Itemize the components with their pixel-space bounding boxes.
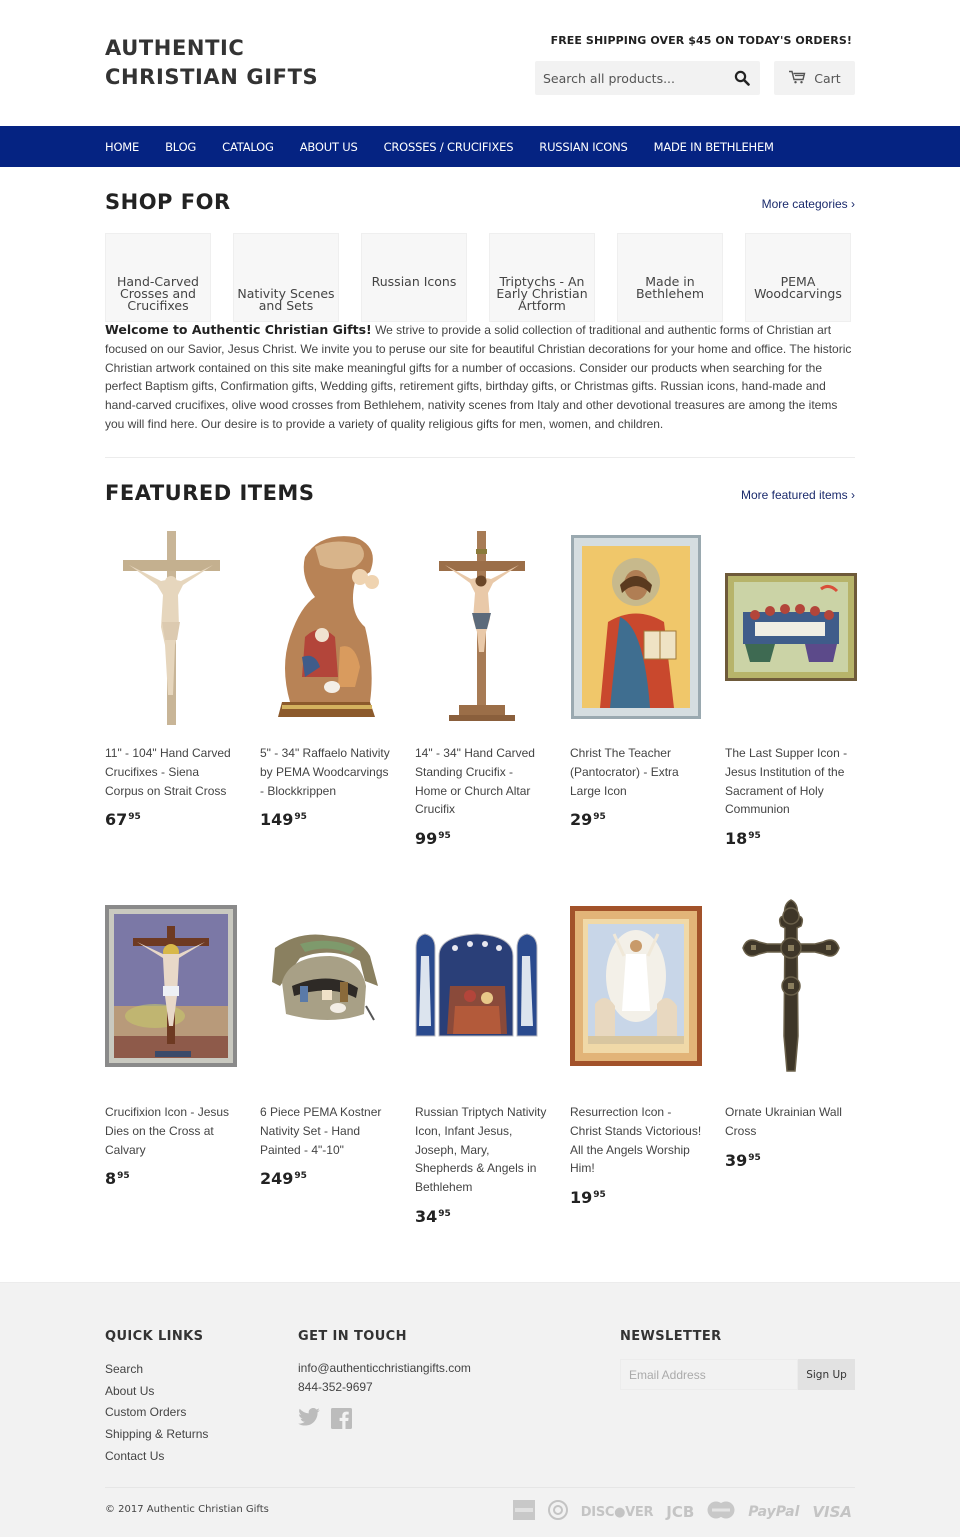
nav-russian-icons[interactable]: RUSSIAN ICONS xyxy=(539,139,628,154)
category-made-in-bethlehem[interactable] xyxy=(617,233,723,322)
product-price: $34^{95}$ xyxy=(415,1206,451,1226)
discover-icon: DISC●VER xyxy=(580,1504,654,1520)
welcome-text xyxy=(105,321,857,434)
main-nav xyxy=(0,126,960,167)
payment-methods xyxy=(513,1500,852,1524)
nav-made-in-bethlehem[interactable]: MADE IN BETHLEHEM xyxy=(653,139,774,154)
nav-about-us[interactable]: ABOUT US xyxy=(299,139,358,154)
category-label: Hand-Carved Crosses and Crucifixes xyxy=(117,274,199,313)
get-in-touch-heading: GET IN TOUCH xyxy=(298,1329,407,1344)
newsletter-signup-button[interactable]: Sign Up xyxy=(798,1359,855,1390)
nav-catalog[interactable]: CATALOG xyxy=(222,139,274,154)
more-categories-link[interactable]: More categories › xyxy=(761,197,855,211)
product-title[interactable]: Resurrection Icon - Christ Stands Victorious! All the Angels Worship Him! xyxy=(570,1105,702,1176)
product-title[interactable]: The Last Supper Icon - Jesus Institution of the Sacrament of Holy Communion xyxy=(725,746,848,817)
cart-label: Cart xyxy=(814,70,841,86)
category-nativity-scenes[interactable] xyxy=(233,233,339,322)
product-price: $29^{95}$ xyxy=(570,810,606,830)
category-label: Triptychs - An Early Christian Artform xyxy=(496,274,588,313)
contact-email[interactable]: info@authenticchristiangifts.com xyxy=(298,1361,471,1375)
product-price: $18^{95}$ xyxy=(725,829,761,849)
pantocrator-icon-image[interactable] xyxy=(570,527,702,727)
crucifix-image[interactable] xyxy=(105,527,237,727)
quick-links-list xyxy=(105,1359,208,1468)
product-grid-row-1 xyxy=(105,527,857,848)
resurrection-icon-image[interactable] xyxy=(570,886,702,1086)
product-price: $149^{95}$ xyxy=(260,810,307,830)
product-price: $19^{95}$ xyxy=(570,1188,606,1208)
footer-link-about-us[interactable]: About Us xyxy=(105,1383,155,1398)
product-card[interactable] xyxy=(725,886,857,1226)
nav-home[interactable]: HOME xyxy=(105,139,140,154)
search-icon[interactable] xyxy=(734,70,750,86)
cart-icon xyxy=(788,70,806,87)
nav-crosses-crucifixes[interactable]: CROSSES / CRUCIFIXES xyxy=(383,139,514,154)
jcb-icon: JCB xyxy=(666,1503,695,1521)
contact-info xyxy=(298,1359,471,1396)
site-logo[interactable] xyxy=(105,34,318,92)
product-card[interactable] xyxy=(260,527,392,848)
product-title[interactable]: Christ The Teacher (Pantocrator) - Extra Large Icon xyxy=(570,746,679,798)
copyright-text: © 2017 Authentic Christian Gifts xyxy=(105,1504,269,1515)
nativity-set-image[interactable] xyxy=(260,886,392,1086)
newsletter-email-input[interactable] xyxy=(620,1359,798,1390)
welcome-body: We strive to provide a solid collection of traditional and authentic forms of Christian art focused on our Savior, Jesus Christ. We invite you to peruse our site for beautiful Christian decorations for your home and office. The historic Christian artwork contained on this site make meaningful gifts for a number of occasions. Consider our products when searching for the perfect Baptism gifts, Confirmation gifts, Wedding gifts, retirement gifts, birthday gifts, or Christmas gifts. Russian icons, hand-made and hand-carved crucifixes, olive wood crosses from Bethlehem, nativity scenes from Italy and other devotional treasures are among the items you will find here. Our desire is to provide a variety of quality religious gifts for men, women, and children. xyxy=(105,323,852,431)
product-title[interactable]: Ornate Ukrainian Wall Cross xyxy=(725,1105,842,1138)
product-price: $8^{95}$ xyxy=(105,1169,130,1189)
product-card[interactable] xyxy=(415,527,547,848)
product-price: $249^{95}$ xyxy=(260,1169,307,1189)
category-label: Made in Bethlehem xyxy=(635,274,705,301)
category-russian-icons[interactable] xyxy=(361,233,467,322)
category-label: Nativity Scenes and Sets xyxy=(237,286,335,313)
visa-icon: VISA xyxy=(812,1503,852,1521)
logo-line-1: AUTHENTIC xyxy=(105,36,245,60)
site-header xyxy=(0,0,960,126)
category-label: PEMA Woodcarvings xyxy=(754,274,842,301)
crucifixion-icon-image[interactable] xyxy=(105,886,237,1086)
footer-link-shipping-returns[interactable]: Shipping & Returns xyxy=(105,1427,209,1442)
paypal-icon: PayPal xyxy=(748,1504,800,1520)
footer-divider xyxy=(105,1487,855,1488)
newsletter-heading: NEWSLETTER xyxy=(620,1329,722,1344)
category-list xyxy=(105,233,851,322)
category-label: Russian Icons xyxy=(371,274,457,289)
footer-link-custom-orders[interactable]: Custom Orders xyxy=(105,1405,187,1420)
product-title[interactable]: 5" - 34" Raffaelo Nativity by PEMA Woodcarvings - Blockkrippen xyxy=(260,746,390,798)
product-price: $67^{95}$ xyxy=(105,810,141,830)
product-card[interactable] xyxy=(415,886,547,1226)
more-featured-items-link[interactable]: More featured items › xyxy=(740,488,855,502)
twitter-icon[interactable] xyxy=(298,1408,320,1434)
shop-for-title: SHOP FOR xyxy=(105,190,231,214)
product-card[interactable] xyxy=(260,886,392,1226)
featured-items-title: FEATURED ITEMS xyxy=(105,481,315,505)
footer-link-contact-us[interactable]: Contact Us xyxy=(105,1448,165,1463)
mastercard-icon xyxy=(707,1501,735,1523)
section-divider xyxy=(105,457,855,458)
product-title[interactable]: 6 Piece PEMA Kostner Nativity Set - Hand Painted - 4"-10" xyxy=(260,1105,382,1157)
search-input[interactable] xyxy=(535,61,725,95)
newsletter-form xyxy=(620,1359,855,1390)
product-grid-row-2 xyxy=(105,886,857,1226)
category-hand-carved-crosses[interactable] xyxy=(105,233,211,322)
product-card[interactable] xyxy=(105,886,237,1226)
diners-club-icon xyxy=(548,1500,568,1524)
facebook-icon[interactable] xyxy=(331,1408,352,1434)
product-title[interactable]: Russian Triptych Nativity Icon, Infant Jesus, Joseph, Mary, Shepherds & Angels in Bethlehem xyxy=(415,1105,547,1195)
site-footer xyxy=(0,1282,960,1537)
footer-link-search[interactable]: Search xyxy=(105,1362,144,1376)
nav-blog[interactable]: BLOG xyxy=(165,139,197,154)
welcome-heading: Welcome to Authentic Christian Gifts! xyxy=(105,322,372,337)
nativity-triptych-image[interactable] xyxy=(415,886,547,1086)
last-supper-icon-image[interactable] xyxy=(725,527,857,727)
standing-crucifix-image[interactable] xyxy=(415,527,547,727)
category-pema-woodcarvings[interactable] xyxy=(745,233,851,322)
product-price: $99^{95}$ xyxy=(415,829,451,849)
nativity-carving-image[interactable] xyxy=(260,527,392,727)
product-title[interactable]: Crucifixion Icon - Jesus Dies on the Cross at Calvary xyxy=(105,1105,230,1157)
product-title[interactable]: 14" - 34" Hand Carved Standing Crucifix - Home or Church Altar Crucifix xyxy=(415,746,535,817)
social-links xyxy=(298,1408,352,1434)
contact-phone: 844-352-9697 xyxy=(298,1379,373,1394)
product-card[interactable] xyxy=(725,527,857,848)
category-triptychs[interactable] xyxy=(489,233,595,322)
logo-line-2: CHRISTIAN GIFTS xyxy=(105,65,319,89)
quick-links-heading: QUICK LINKS xyxy=(105,1329,204,1344)
product-card[interactable] xyxy=(570,527,702,848)
amex-icon xyxy=(513,1500,535,1524)
product-title[interactable]: 11" - 104" Hand Carved Crucifixes - Siena Corpus on Strait Cross xyxy=(105,746,231,798)
ukrainian-cross-image[interactable] xyxy=(725,886,857,1086)
product-card[interactable] xyxy=(570,886,702,1226)
product-card[interactable] xyxy=(105,527,237,848)
cart-button[interactable] xyxy=(774,61,855,95)
shipping-promo: FREE SHIPPING OVER $45 ON TODAY'S ORDERS! xyxy=(550,34,852,47)
product-price: $39^{95}$ xyxy=(725,1150,761,1170)
search-form xyxy=(535,61,760,95)
